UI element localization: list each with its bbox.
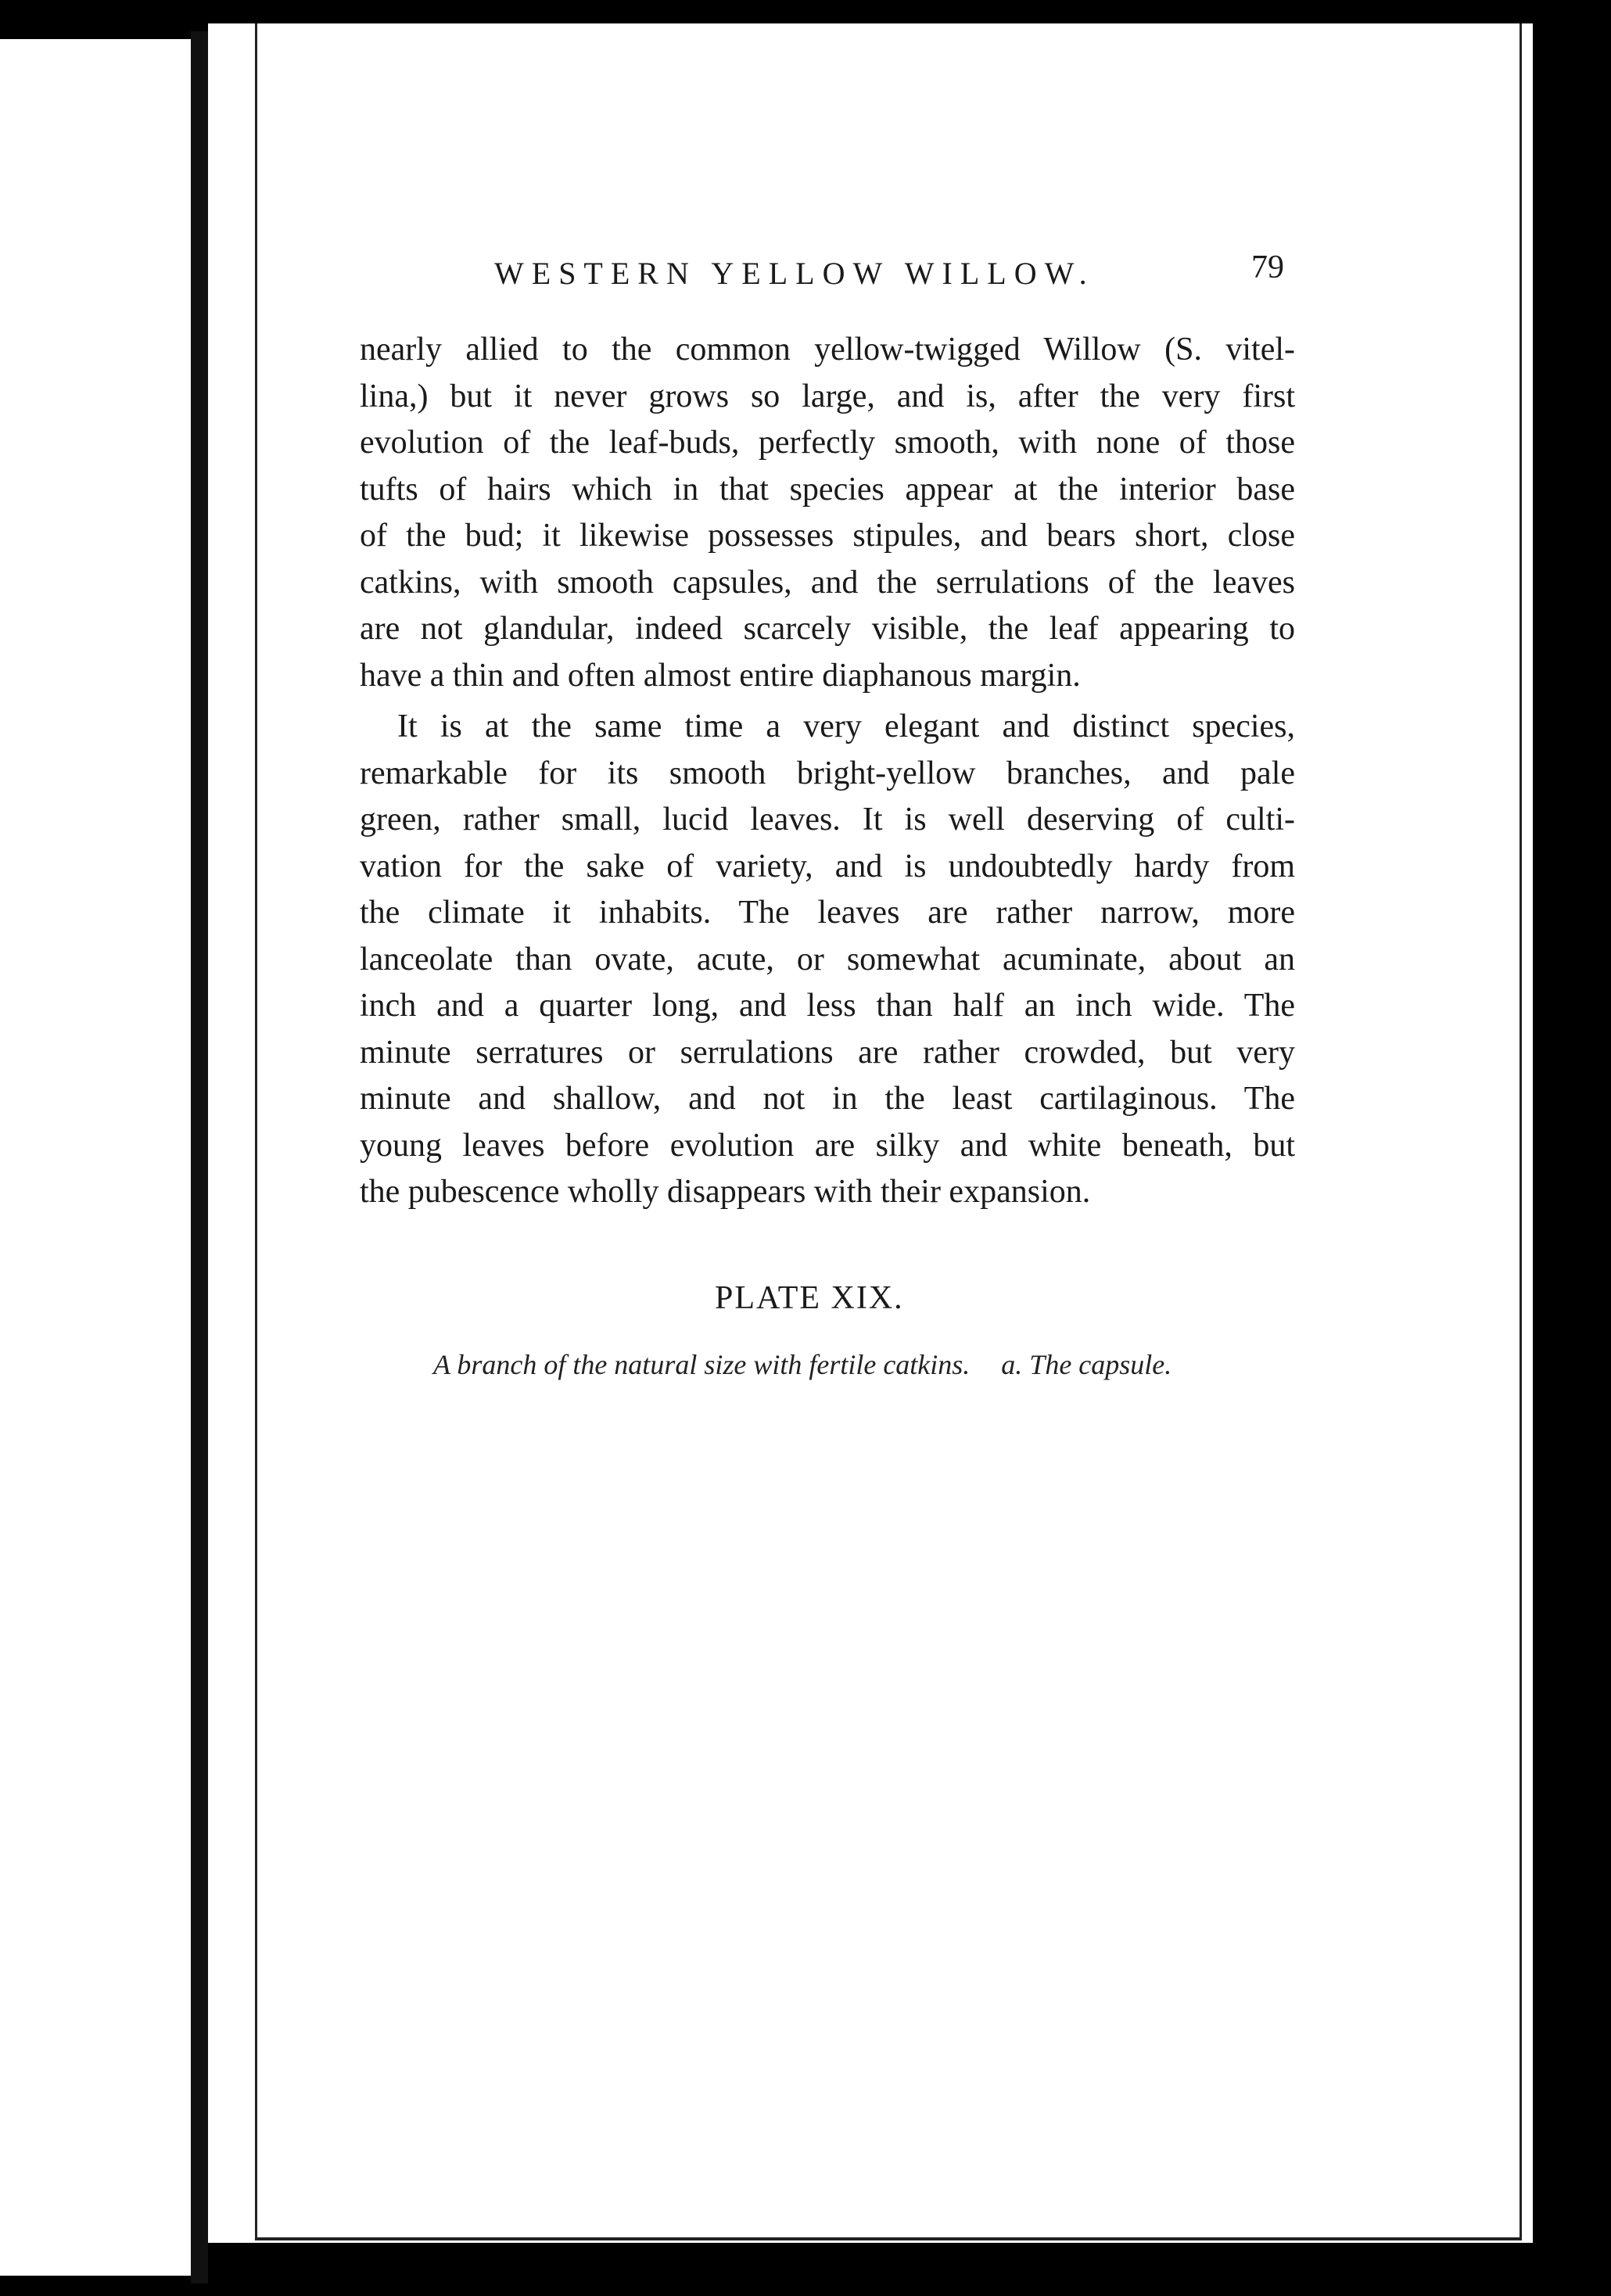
paragraph-1: [360, 327, 1295, 699]
text-line: evolution of the leaf-buds, perfectly smooth, with none of those: [360, 425, 1295, 461]
text-line: are not glandular, indeed scarcely visible, the leaf appearing to: [360, 611, 1295, 647]
text-line: minute and shallow, and not in the least cartilaginous. The: [360, 1081, 1295, 1117]
book-page: [208, 23, 1533, 2243]
caption-main: A branch of the natural size with fertile catkins.: [433, 1349, 971, 1380]
text-line: vation for the sake of variety, and is undoubtedly hardy from: [360, 848, 1295, 884]
caption-a: a. The capsule.: [1001, 1349, 1172, 1380]
text-line: of the bud; it likewise possesses stipules, and bears short, close: [360, 518, 1295, 554]
page-number: 79: [1251, 249, 1284, 285]
book-gutter: [191, 31, 208, 2283]
text-line: green, rather small, lucid leaves. It is well deserving of culti-: [360, 802, 1295, 838]
text-line: inch and a quarter long, and less than half an inch wide. The: [360, 988, 1295, 1024]
text-line: have a thin and often almost entire diaphanous margin.: [360, 657, 1081, 694]
text-line: the climate it inhabits. The leaves are rather narrow, more: [360, 895, 1295, 931]
plate-heading: PLATE XIX.: [715, 1280, 904, 1316]
text-line: lina,) but it never grows so large, and is, after the very first: [360, 378, 1295, 414]
text-line: tufts of hairs which in that species appear at the interior base: [360, 471, 1295, 508]
text-line: the pubescence wholly disappears with their expansion.: [360, 1174, 1091, 1210]
text-line: catkins, with smooth capsules, and the serrulations of the leaves: [360, 564, 1295, 601]
running-head: WESTERN YELLOW WILLOW.: [494, 256, 1095, 291]
facing-page-left: [0, 39, 191, 2276]
text-line: remarkable for its smooth bright-yellow branches, and pale: [360, 755, 1295, 791]
text-line: young leaves before evolution are silky and white beneath, but: [360, 1127, 1295, 1164]
plate-caption: [433, 1348, 1171, 1381]
text-line: It is at the same time a very elegant and distinct species,: [397, 709, 1295, 744]
text-line: nearly allied to the common yellow-twigged Willow (S. vitel-: [360, 332, 1295, 368]
text-line: lanceolate than ovate, acute, or somewhat acuminate, about an: [360, 941, 1295, 978]
paragraph-2: [360, 704, 1295, 1216]
text-line: minute serratures or serrulations are rather crowded, but very: [360, 1034, 1295, 1071]
body-text: [360, 327, 1295, 1221]
